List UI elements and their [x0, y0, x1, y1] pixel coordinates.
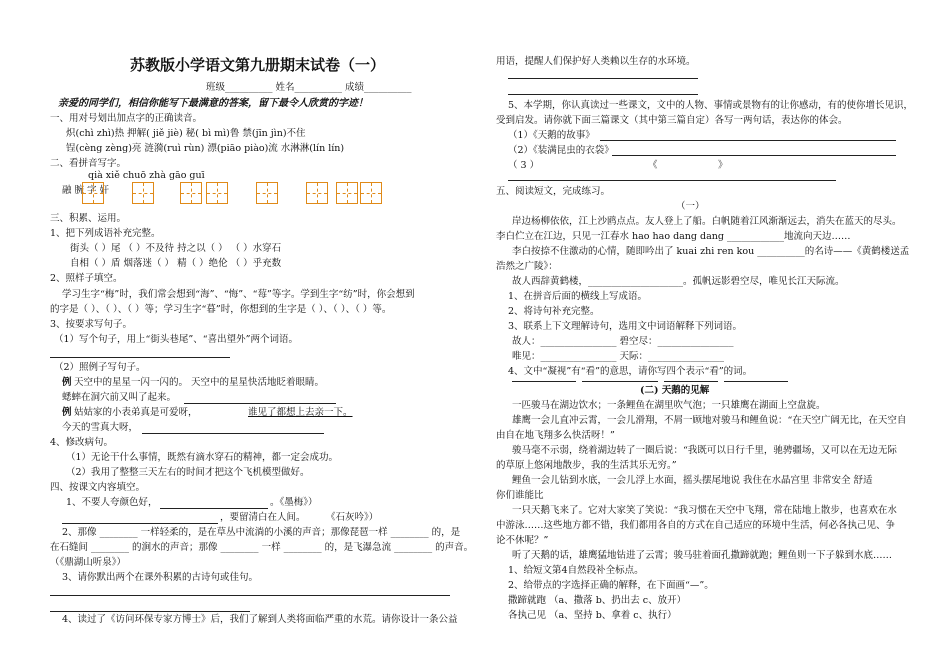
section-heading: 四、按课文内容填空。 — [50, 482, 146, 493]
passage-line: 鲤鱼一会儿钻到水底，一会儿浮上水面，摇头摆尾地说 我住在水晶宫里 非常安全 舒适 — [512, 475, 873, 486]
passage-line: 李白按捺不住激动的心情，随即吟出了 kuai zhi ren kou __________的名诗——《黄鹤楼送孟 — [512, 246, 910, 257]
question-line: （1）写个句子，用上“街头巷尾”、“喜出望外”两个词语。 — [54, 334, 298, 345]
question-line: 4、修改病句。 — [50, 437, 114, 448]
question-line: （1）《天鹅的故事》 — [508, 130, 595, 141]
page-title: 苏教版小学语文第九册期末试卷（一） — [130, 56, 386, 74]
section-heading: 三、积累、运用。 — [50, 213, 127, 224]
writing-box[interactable] — [256, 182, 278, 204]
question-line: 2、将诗句补充完整。 — [508, 306, 600, 317]
writing-box[interactable] — [360, 182, 382, 204]
question-line: 2、那像 ________ 一样轻柔的，是在草丛中流淌的小溪的声音；那像琵琶一样 ________ 的，是 — [62, 527, 461, 538]
answer-line[interactable] — [50, 611, 250, 612]
question-line: （2）我用了整整三天左右的时间才把这个飞机模型做好。 — [66, 467, 310, 478]
question-line: 3、请你默出两个在课外积累的古诗句或佳句。 — [62, 572, 259, 583]
question-line: 锃(cèng zèng)亮 涟漪(ruì rùn) 漂(piāo piào)流 水淋淋(lín lín) — [66, 143, 345, 154]
answer-line[interactable] — [600, 140, 896, 141]
writing-box[interactable] — [206, 182, 228, 204]
passage-line: 中游泳……这些地方都不错，我们都用各自的方式在自己适应的环境中生活，何必各执己见、争 — [496, 520, 896, 531]
section-heading: 五、阅读短文，完成练习。 — [496, 186, 611, 197]
section-heading: 二、看拼音写字。 — [50, 158, 127, 169]
example-label: 例 — [62, 407, 72, 418]
question-line: 4、读过了《访问环保专家方博士》后，我们了解到人类将面临严重的水荒。请你设计一条公益 — [62, 614, 458, 625]
passage-line: 由自在地飞翔多么快活呀！” — [496, 430, 615, 441]
question-line: 撒蹄就跑 （a、撒落 b、扔出去 c、放开） — [508, 595, 687, 606]
question-line: 各执己见 （a、坚持 b、拿着 c、执行） — [508, 610, 677, 621]
student-info-line: 班级__________ 姓名__________ 成绩__________ — [206, 82, 412, 93]
question-line: 《石灰吟》） — [326, 512, 379, 523]
answer-line[interactable] — [724, 381, 788, 382]
passage-line: 浩然之广陵》： — [496, 261, 558, 272]
section-heading: 一、用对号划出加点字的正确读音。 — [50, 113, 203, 124]
question-line: 3、联系上下文理解诗句，选用文中词语解释下列词语。 — [508, 321, 743, 332]
example-label: 例 — [62, 377, 72, 388]
answer-line[interactable] — [62, 523, 218, 524]
question-line: 》 — [718, 160, 728, 171]
motto: 亲爱的同学们，相信你能写下最满意的答案，留下最令人欣赏的字迹！ — [58, 98, 368, 109]
answer-line[interactable] — [50, 357, 230, 358]
question-line: 的字是（ ）、（ ）、（ ）等；学习生字“暮”时，你想到的生字是（ ）、（ ）、（ ）等。 — [50, 304, 392, 315]
answer-line[interactable] — [508, 78, 698, 79]
question-line: （ 3 ） — [508, 160, 540, 171]
passage-line: 雄鹰一会儿直冲云霄，一会儿滑翔，不屑一顾地对骏马和鲤鱼说：“在天空广阔无比，在天空自 — [512, 415, 907, 426]
question-line: （《鼎湖山听泉》） — [50, 557, 127, 568]
passage-line: 听了天鹅的话，雄鹰猛地钻进了云霄；骏马驻着面孔撒蹄就跑；鲤鱼则一下子躲到水底…… — [512, 550, 893, 561]
question-line: 3、按要求写句子。 — [50, 319, 133, 330]
question-line: 用语，提醒人们保护好人类赖以生存的水环境。 — [496, 56, 696, 67]
question-line: （2）《装满昆虫的衣袋》 — [508, 145, 614, 156]
passage-line: 的草原上悠闲地散步，我的生活其乐无穷。” — [496, 460, 677, 471]
question-line: 唯见：________________ 天际：________________ — [512, 351, 725, 362]
question-line: 自相（ ）盾 烟落迷（ ） 精（ ）绝伦 （ ）乎充数 — [70, 258, 282, 269]
passage-title: (二) 天鹅的见解 — [640, 385, 710, 396]
question-line: 受到启发。请你就下面三篇课文（其中第三篇自定）各写一两句话，表达你的体会。 — [496, 115, 848, 126]
passage-line: 李白伫立在江边，只见一江春水 hao hao dang dang ____________地流向天边…… — [496, 231, 851, 242]
answer-line[interactable] — [50, 595, 450, 596]
question-line: （2）照例子写句子。 — [54, 362, 146, 373]
answer-line[interactable] — [512, 381, 576, 382]
question-line: 故人：________________ 碧空尽：________________ — [512, 336, 734, 347]
example-underlined-text: 谁见了都想上去亲一下。 — [248, 407, 353, 418]
question-line: ，要留清白在人间。 — [220, 512, 306, 523]
question-line: 4、文中“凝视”有“看”的意思，请你写四个表示“看”的词。 — [508, 366, 753, 377]
question-line: 1、把下列成语补充完整。 — [50, 228, 161, 239]
passage-line: 一只天鹅飞来了。它对大家笑了笑说：“我习惯在天空中飞翔，常在陆地上散步，也喜欢在水 — [512, 505, 897, 516]
question-line: 5、本学期，你认真读过一些课文，文中的人物、事情或景物有的让你感动，有的使你增长见识， — [508, 100, 914, 111]
answer-line[interactable] — [184, 403, 336, 404]
passage-number: （一） — [676, 201, 705, 212]
passage-line: 岸边杨柳依依，江上沙鸥点点。友人登上了船。白帆随着江风渐渐远去，消失在蓝天的尽头。 — [512, 216, 902, 227]
example-text: 姑姑家的小表弟真是可爱呀， — [74, 407, 198, 418]
writing-box[interactable] — [306, 182, 328, 204]
question-line: 1、给短文第4自然段补全标点。 — [508, 565, 644, 576]
question-line: （1）无论干什么事情，既然有滴水穿石的精神，都一定会成功。 — [66, 452, 339, 463]
passage-line: 一匹骏马在湖边饮水；一条鲤鱼在湖里吹气泡；一只雄鹰在湖面上空盘旋。 — [512, 400, 826, 411]
example-text: 天空中的星星一闪一闪的。 天空中的星星快活地眨着眼睛。 — [74, 377, 325, 388]
answer-line[interactable] — [508, 94, 698, 95]
writing-box[interactable] — [336, 182, 358, 204]
writing-box[interactable] — [132, 182, 154, 204]
writing-box[interactable] — [180, 182, 202, 204]
character-line: 融 腕 字 奸 — [62, 185, 110, 196]
question-line: 1、不要人夸颜色好， — [66, 497, 158, 508]
question-line: 学习生字“梅”时，我们常会想到“海”、“悔”、“莓”等字。学到生字“纺”时，你会想到 — [62, 289, 415, 300]
question-line: 2、照样子填空。 — [50, 273, 123, 284]
answer-line[interactable] — [508, 180, 836, 181]
passage-line: 你们谁能比 — [496, 490, 544, 501]
question-line: 。《墨梅》） — [270, 497, 318, 508]
question-line: 2、给带点的字选择正确的解释，在下面画“—”。 — [508, 580, 714, 591]
question-line: 街头（ ）尾 （ ）不及待 持之以（ ） （ ）水穿石 — [70, 243, 282, 254]
answer-line[interactable] — [612, 155, 896, 156]
answer-line[interactable] — [160, 508, 268, 509]
question-line: 今天的雪真大呀， — [62, 422, 139, 433]
question-line: 炽(chì zhì)热 押解( jiě jiè) 秘( bì mì)鲁 禁(jīn jìn)不住 — [66, 128, 306, 139]
question-line: 《 — [648, 160, 658, 171]
question-line: 1、在拼音后面的横线上写成语。 — [508, 291, 648, 302]
pinyin-line: qià xiě chuō zhà gāo guī — [88, 170, 205, 181]
passage-line: 故人西辞黄鹤楼，____________________。孤帆远影碧空尽，唯见长江天际流。 — [512, 276, 845, 287]
answer-line[interactable] — [142, 433, 324, 434]
passage-line: 骏马毫不示弱，绕着湖边转了一圈后说：“我既可以日行千里，驰骋疆场，又可以在无边无际 — [512, 445, 897, 456]
writing-box[interactable] — [82, 182, 104, 204]
passage-line: 论不休呢？” — [496, 535, 549, 546]
question-line: 在石缝间 ________ 的涧水的声音；那像 ________ 一样 ________ 的，是飞瀑急流 ________ 的声音。 — [50, 542, 474, 553]
answer-line[interactable] — [582, 381, 658, 382]
answer-line[interactable] — [664, 381, 718, 382]
question-line: 蟋蟀在洞穴前又叫了起来。 — [62, 392, 177, 403]
